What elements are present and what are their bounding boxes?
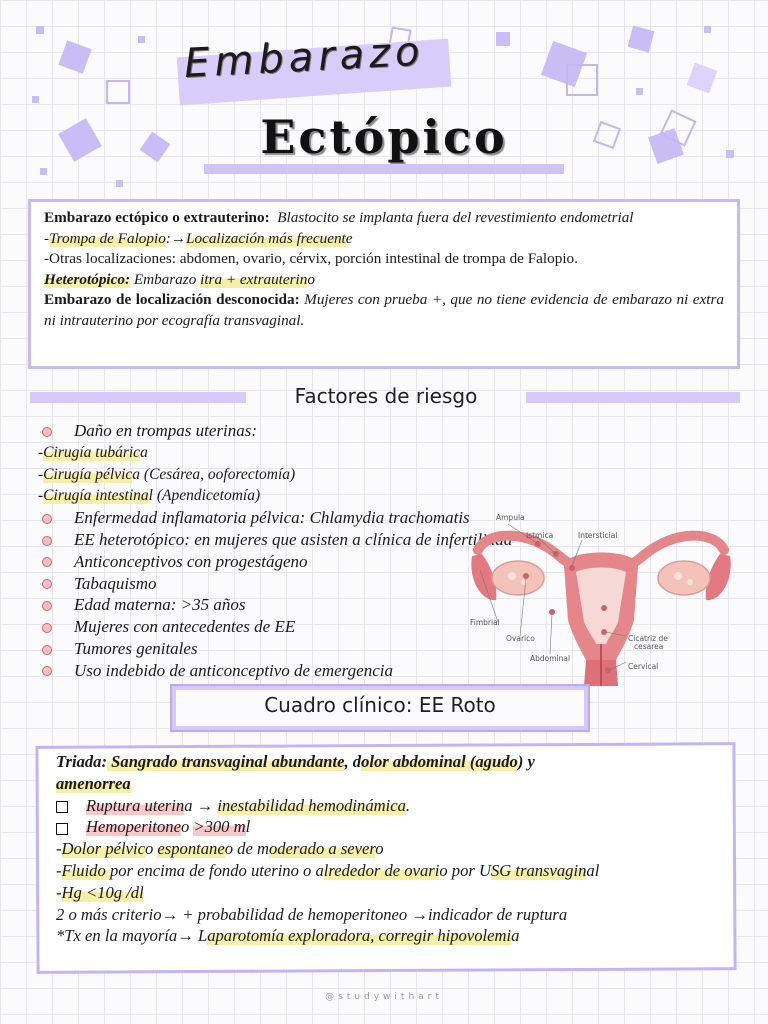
- criterio-text: + probabilidad de hemoperitoneo: [178, 904, 412, 924]
- triada-highlight: amenorrea: [56, 773, 131, 793]
- bullet-icon: [42, 645, 52, 655]
- triada-text: ) y: [517, 752, 535, 771]
- label-cesarea: cesarea: [634, 642, 664, 651]
- tx-text: *Tx en la mayoría: [56, 926, 178, 946]
- decor-square: [116, 180, 123, 187]
- criterio-text: indicador de ruptura: [427, 904, 568, 924]
- dash: -: [56, 839, 62, 859]
- clinical-section-title: Cuadro clínico: EE Roto: [264, 693, 496, 717]
- fluido-text: o por U: [439, 860, 491, 880]
- section-band-left: [30, 392, 246, 403]
- hetero-text: Embarazo: [133, 270, 201, 288]
- dash: -: [38, 443, 44, 461]
- title-underline: [204, 164, 564, 174]
- dash: -: [38, 465, 44, 483]
- fluido-text: por encima de fondo uterin: [109, 860, 291, 880]
- subitem-text: l (Apendicetomía): [148, 487, 261, 505]
- desconocida-paragraph: [44, 290, 724, 331]
- decor-square: [687, 63, 718, 94]
- hemo-text: o: [180, 817, 194, 837]
- triada-highlight: olor abdominal (agudo: [361, 752, 518, 771]
- ruptura-highlight: Ruptura uterin: [86, 795, 185, 815]
- label-cervical: Cervical: [628, 662, 659, 671]
- list-subitem: [38, 485, 598, 507]
- decor-square-outline: [566, 64, 598, 96]
- hetero-highlight: itra + extrauterin: [200, 270, 308, 288]
- checkbox-icon: [56, 801, 68, 813]
- list-item-text: Tabaquismo: [74, 573, 157, 593]
- ruptura-line: [56, 795, 728, 817]
- list-item-text: Tumores genitales: [74, 638, 198, 658]
- label-abdominal: Abdominal: [530, 654, 571, 663]
- decor-square: [636, 88, 643, 95]
- hemo-highlight: Hemoperitone: [86, 817, 181, 837]
- arrow-icon: →: [411, 904, 428, 924]
- dolor-end: o: [375, 839, 384, 859]
- dash: -: [44, 229, 50, 247]
- subitem-highlight: Cirugía intestina: [43, 487, 149, 505]
- desconocida-text: Mujeres con prueba +, que no tiene evidencia de embarazo ni extra ni intrauterino por ecografía transvaginal.: [44, 291, 725, 329]
- decor-square-outline: [593, 121, 621, 149]
- hg-highlight: Hg <10g /dl: [61, 882, 144, 902]
- trompa-location-end: e: [345, 229, 353, 247]
- decor-square-outline: [106, 80, 130, 104]
- label-istmica: Istmica: [526, 531, 554, 540]
- dolor-highlight: espontane: [157, 839, 225, 859]
- hemoperitoneo-line: [56, 816, 728, 838]
- dolor-line: [56, 838, 728, 860]
- section-band-right: [526, 392, 740, 403]
- risk-section-title: Factores de riesgo: [294, 384, 478, 408]
- dash: -: [56, 860, 62, 880]
- arrow-icon: →: [170, 229, 187, 247]
- criterio-line: [56, 904, 728, 926]
- footer-credit: @studywithart: [325, 992, 443, 1002]
- decor-square: [58, 40, 91, 73]
- decor-square: [40, 168, 47, 175]
- clinical-content: [56, 751, 728, 947]
- bullet-icon: [42, 579, 52, 589]
- triada-text: , d: [344, 752, 362, 771]
- arrow-icon: →: [161, 904, 179, 924]
- ruptura-end: .: [405, 795, 411, 815]
- decor-square: [36, 26, 44, 34]
- triada-line2: [56, 773, 728, 795]
- decor-square: [138, 36, 145, 43]
- decor-square: [58, 118, 102, 162]
- subitem-text: a: [140, 443, 148, 461]
- trompa-location: Localización más frecuent: [186, 229, 346, 247]
- heterotopico-label: Heterotópico:: [44, 270, 131, 288]
- definition-text: Blastocito se implanta fuera del revestimiento endometrial: [277, 209, 634, 226]
- arrow-icon: →: [177, 926, 194, 946]
- triada-label: Triada:: [56, 752, 108, 771]
- bullet-icon: [42, 536, 52, 546]
- triada-highlight: Sangrado transvaginal abundante: [107, 752, 345, 771]
- trompa-line: [44, 229, 724, 250]
- fluido-highlight: SG transvagin: [490, 860, 587, 880]
- list-subitem: [38, 464, 598, 486]
- dolor-text: o: [144, 839, 158, 859]
- desconocida-label: Embarazo de localización desconocida:: [44, 291, 300, 309]
- list-item-text: Uso indebido de anticonceptivo de emergencia: [74, 660, 393, 680]
- subitem-text: a (Cesárea, ooforectomía): [132, 465, 296, 483]
- label-fimbrial: Fimbrial: [470, 618, 500, 627]
- dolor-highlight: Dolor pélvic: [61, 839, 145, 859]
- definition-content: [44, 208, 724, 332]
- tx-highlight: aparotomía exploradora, corregir hipovolemi: [207, 926, 512, 946]
- bullet-icon: [42, 427, 52, 437]
- dash: -: [38, 487, 44, 505]
- bullet-icon: [42, 514, 52, 524]
- tx-end: a: [511, 926, 520, 946]
- bullet-icon: [42, 601, 52, 611]
- fluido-highlight: Fluido: [61, 860, 110, 880]
- fluido-highlight: lrededor de ovari: [323, 860, 440, 880]
- tx-line: [56, 925, 728, 947]
- bullet-icon: [42, 623, 52, 633]
- arrow-icon: →: [196, 795, 214, 815]
- subitem-highlight: Cirugía pélvic: [43, 465, 133, 483]
- page-title-line2: Ectópico: [260, 110, 508, 164]
- list-item-text: EE heterotópico: en mujeres que asisten a clínica de infertilidad: [74, 529, 513, 549]
- definition-paragraph: [44, 208, 724, 229]
- decor-square: [496, 32, 510, 46]
- heterotopico-line: [44, 270, 724, 291]
- fluido-text: o o a: [290, 860, 324, 880]
- dolor-text: o de m: [224, 839, 269, 859]
- list-item-text: Daño en trompas uterinas:: [74, 421, 258, 440]
- fluido-end: al: [586, 860, 600, 880]
- list-item-text: Mujeres con antecedentes de EE: [74, 617, 296, 637]
- list-subitem: [38, 442, 598, 464]
- label-ovarico: Ovarico: [506, 634, 535, 643]
- tx-text: L: [193, 926, 208, 946]
- dolor-highlight: oderado a sever: [268, 839, 376, 859]
- page-title-line1: Embarazo: [182, 28, 426, 88]
- decor-square: [32, 96, 39, 103]
- definition-label: Embarazo ectópico o extrauterino:: [44, 209, 270, 226]
- bullet-icon: [42, 557, 52, 567]
- list-item-text: Edad materna: >35 años: [74, 595, 246, 615]
- ruptura-text: a: [184, 795, 197, 815]
- fluido-line: [56, 860, 728, 882]
- label-ampula: Ampula: [496, 513, 525, 522]
- uterus-diagram: [468, 510, 734, 690]
- bullet-icon: [42, 666, 52, 676]
- hetero-end: o: [307, 270, 315, 288]
- decor-square: [140, 132, 171, 163]
- hemo-end: l: [245, 817, 251, 837]
- colon: :: [165, 229, 171, 247]
- label-intersticial: Intersticial: [578, 531, 618, 540]
- list-item-text: Anticonceptivos con progestágeno: [74, 551, 308, 571]
- triada-line: [56, 751, 728, 773]
- decor-square: [628, 26, 655, 53]
- label-cicatriz: Cicatriz de: [628, 634, 668, 643]
- checkbox-icon: [56, 823, 68, 835]
- criterio-text: 2 o más criterio: [56, 904, 162, 924]
- subitem-highlight: Cirugía tubáric: [43, 443, 141, 461]
- list-item-text: Enfermedad inflamatoria pélvica: Chlamydia trachomatis: [74, 508, 470, 528]
- list-item: [38, 420, 598, 442]
- dash: -: [56, 882, 62, 902]
- decor-square: [726, 150, 734, 158]
- hg-line: [56, 882, 728, 904]
- ruptura-highlight: inestabilidad hemodinámica: [217, 795, 406, 815]
- otras-line: -Otras localizaciones: abdomen, ovario, cérvix, porción intestinal de trompa de Falopio.: [44, 250, 578, 268]
- decor-square: [704, 26, 711, 33]
- trompa-label: Trompa de Falopio: [49, 229, 166, 247]
- hemo-highlight: >300 m: [193, 817, 246, 837]
